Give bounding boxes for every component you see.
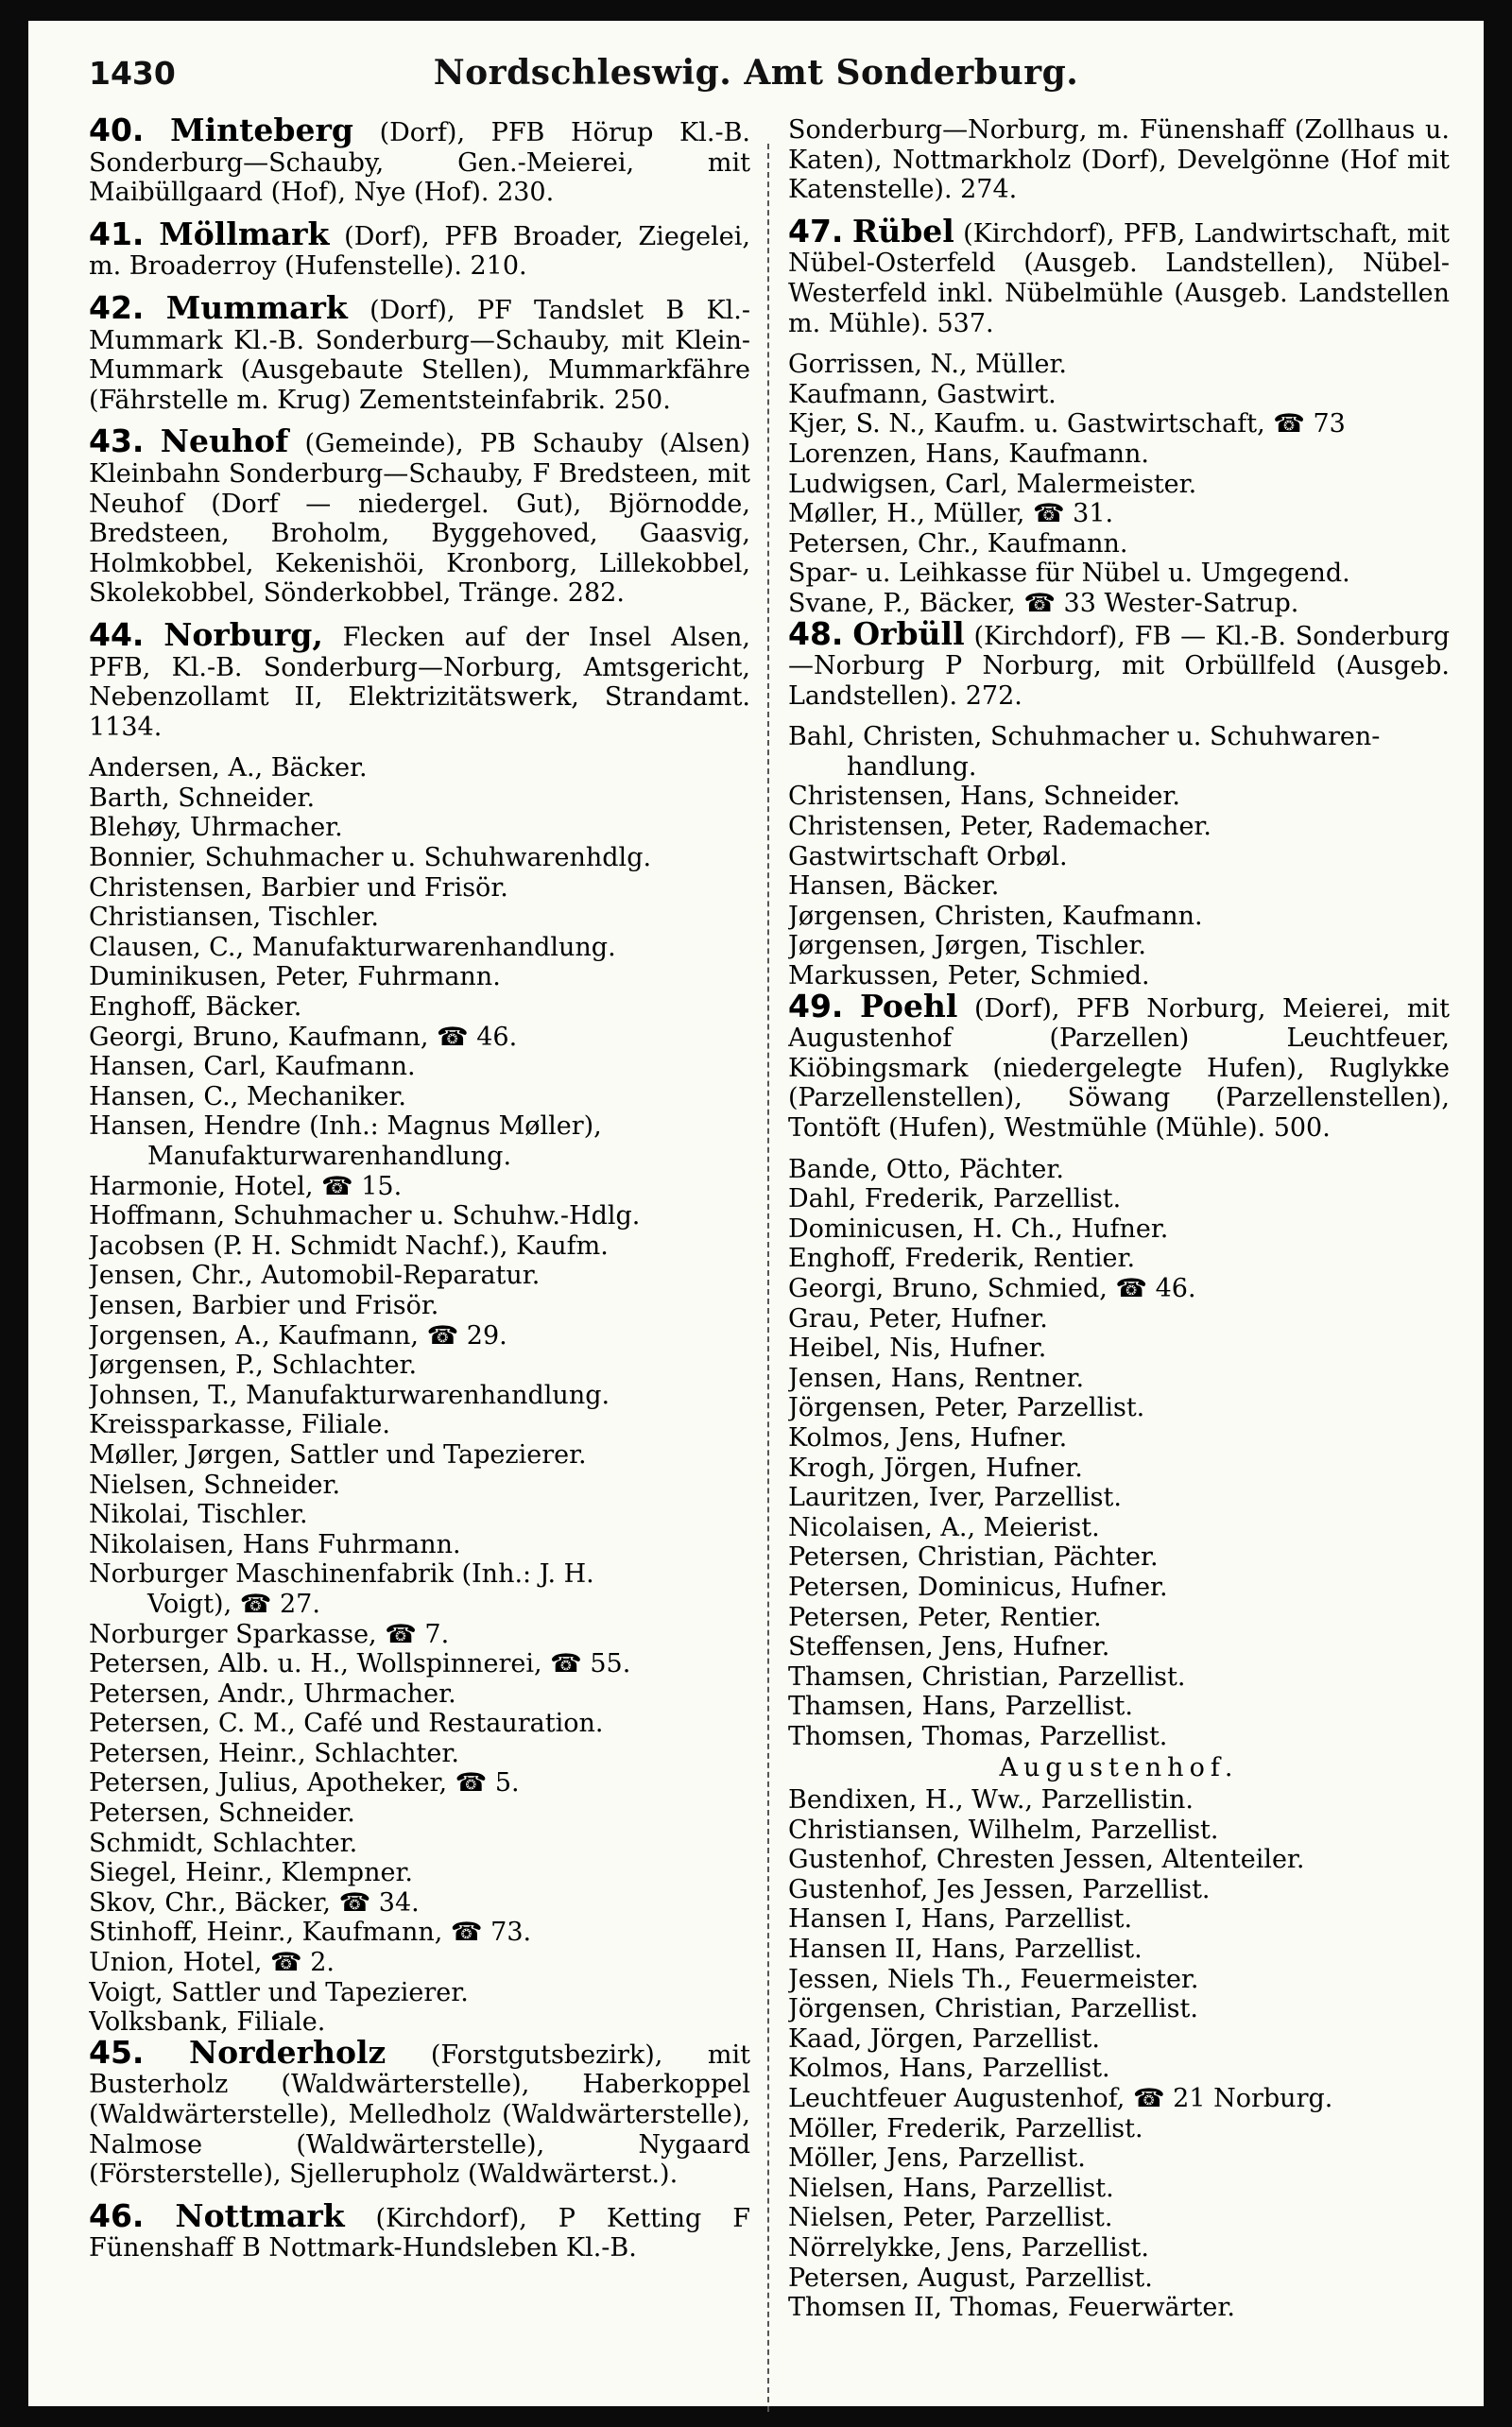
directory-listing: Petersen, August, Parzellist. [788,2263,1153,2293]
directory-listing: Gustenhof, Jes Jessen, Parzellist. [788,1874,1211,1904]
left-column [89,115,750,2397]
place-entry [788,115,1450,205]
place-entry [788,212,1450,338]
directory-listing: Jensen, Hans, Rentner. [788,1363,1085,1393]
directory-listing: Siegel, Heinr., Klempner. [89,1858,413,1888]
directory-listing: Ludwigsen, Carl, Malermeister. [788,469,1197,499]
right-column [788,115,1450,2397]
entry-description: (Dorf), PFB Broader, Ziegelei, m. Broaderroy (Hufenstelle). 210. [89,221,750,282]
directory-listing: Möller, Frederik, Parzellist. [788,2113,1143,2143]
directory-listing: Norburger Sparkasse, ☎ 7. [89,1619,450,1649]
directory-listing: Kreissparkasse, Filiale. [89,1410,390,1440]
directory-listing: Stinhoff, Heinr., Kaufmann, ☎ 73. [89,1918,532,1948]
directory-listing: Enghoff, Frederik, Rentier. [788,1244,1136,1274]
directory-listing: Nikolai, Tischler. [89,1500,308,1530]
directory-listing: Kaad, Jörgen, Parzellist. [788,2023,1100,2054]
directory-listing: Spar- u. Leihkasse für Nübel u. Umgegend. [788,559,1350,589]
directory-listing: Hansen I, Hans, Parzellist. [788,1904,1133,1935]
directory-listing: Thomsen, Thomas, Parzellist. [788,1721,1168,1751]
directory-listing: Christensen, Barbier und Frisör. [89,872,508,903]
directory-listing: Hansen, C., Mechaniker. [89,1081,406,1111]
directory-listing: Leuchtfeuer Augustenhof, ☎ 21 Norburg. [788,2084,1333,2113]
place-entry [89,2033,750,2190]
directory-listing: Svane, P., Bäcker, ☎ 33 Wester-Satrup. [788,588,1299,618]
directory-listing: Bande, Otto, Pächter. [788,1154,1064,1184]
entry-description: (Kirchdorf), P Ketting F Fünenshaff B Nottmark-Hundsleben Kl.-B. [89,2203,750,2263]
directory-listing: Christiansen, Wilhelm, Parzellist. [788,1815,1219,1845]
place-entry [788,987,1450,1144]
entry-description: (Dorf), PF Tandslet B Kl.-Mummark Kl.-B. Sonderburg—Schauby, mit Klein-Mummark (Ausgebaute Stellen), Mummarkfähre (Fährstelle m. Krug) Zementsteinfabrik. 250. [89,295,750,415]
entry-description: Flecken auf der Insel Alsen, PFB, Kl.-B. Sonderburg—Norburg, Amtsgericht, Nebenzollamt II, Elektrizitätswerk, Strandamt. 1134. [89,622,750,742]
directory-listing: Petersen, Schneider. [89,1799,355,1829]
page-number: 1430 [89,55,176,92]
place-entry [89,288,750,415]
directory-listing: Union, Hotel, ☎ 2. [89,1948,335,1978]
place-name: Neuhof [160,422,289,460]
directory-listing: Kjer, S. N., Kaufm. u. Gastwirtschaft, ☎ 73 [788,409,1346,439]
directory-listing: Nicolaisen, A., Meierist. [788,1512,1100,1542]
directory-listing: Petersen, Peter, Rentier. [788,1602,1102,1632]
entry-number: 43. [89,422,145,460]
directory-listing: Georgi, Bruno, Kaufmann, ☎ 46. [89,1022,518,1052]
entry-number: 46. [89,2196,145,2234]
directory-listing: Jensen, Barbier und Frisör. [89,1290,439,1320]
entry-number: 47. [788,212,844,250]
place-name: Nottmark [175,2196,345,2234]
directory-listing: Möller, Jens, Parzellist. [788,2143,1086,2174]
entry-number: 48. [788,614,844,652]
directory-listing: Lauritzen, Iver, Parzellist. [788,1483,1122,1513]
entry-number: 41. [89,215,145,252]
directory-listing: Petersen, Dominicus, Hufner. [788,1572,1168,1602]
directory-listing: Voigt), ☎ 27. [147,1589,320,1619]
directory-listing: Dahl, Frederik, Parzellist. [788,1184,1122,1214]
directory-listing: Hansen, Hendre (Inh.: Magnus Møller), [89,1111,602,1142]
directory-listing: Gorrissen, N., Müller. [788,350,1067,380]
columns [70,115,1450,2397]
entry-number: 49. [788,987,844,1024]
directory-listing: Nörrelykke, Jens, Parzellist. [788,2232,1149,2263]
place-entry [89,215,750,282]
directory-listing: Jacobsen (P. H. Schmidt Nachf.), Kaufm. [89,1231,609,1261]
directory-listing: Petersen, Chr., Kaufmann. [788,528,1128,559]
entry-description: (Kirchdorf), PFB, Landwirtschaft, mit Nübel-Osterfeld (Ausgeb. Landstellen), Nübel-Westerfeld inkl. Nübelmühle (Ausgeb. Landstellen m. Mühle). 537. [788,218,1450,338]
directory-listing: Markussen, Peter, Schmied. [788,961,1150,991]
directory-listing: Manufakturwarenhandlung. [147,1142,512,1171]
directory-listing: Lorenzen, Hans, Kaufmann. [788,439,1149,469]
directory-listing: Petersen, Heinr., Schlachter. [89,1738,459,1768]
directory-listing: Gustenhof, Chresten Jessen, Altenteiler. [788,1845,1305,1875]
directory-listing: Møller, H., Müller, ☎ 31. [788,499,1114,529]
place-entry [89,2196,750,2263]
directory-listing: Thomsen II, Thomas, Feuerwärter. [788,2293,1235,2323]
directory-listing: Duminikusen, Peter, Fuhrmann. [89,962,501,992]
directory-listing: Petersen, Alb. u. H., Wollspinnerei, ☎ 55. [89,1649,631,1679]
directory-listing: Christensen, Peter, Rademacher. [788,812,1211,842]
entry-description: Sonderburg—Norburg, m. Fünenshaff (Zollhaus u. Katen), Nottmarkholz (Dorf), Develgönne (Hof mit Katenstelle). 274. [788,115,1450,205]
place-name: Poehl [860,987,958,1024]
directory-listing: Schmidt, Schlachter. [89,1828,358,1858]
directory-listing: Volksbank, Filiale. [89,2007,326,2038]
directory-listing: Andersen, A., Bäcker. [89,753,368,783]
directory-listing: Hoffmann, Schuhmacher u. Schuhw.-Hdlg. [89,1201,641,1231]
place-entry [89,115,750,208]
directory-listing: Clausen, C., Manufakturwarenhandlung. [89,932,616,962]
directory-listing: Christensen, Hans, Schneider. [788,782,1180,812]
directory-listing: Voigt, Sattler und Tapezierer. [89,1977,469,2007]
directory-listing: Norburger Maschinenfabrik (Inh.: J. H. [89,1559,594,1590]
directory-listing: Petersen, C. M., Café und Restauration. [89,1709,604,1739]
directory-listing: Petersen, Julius, Apotheker, ☎ 5. [89,1768,520,1799]
place-entry [89,615,750,742]
directory-listing: Johnsen, T., Manufakturwarenhandlung. [89,1380,610,1410]
directory-listing: Jörgensen, Peter, Parzellist. [788,1393,1145,1423]
directory-listing: Steffensen, Jens, Hufner. [788,1632,1110,1662]
directory-listing: Barth, Schneider. [89,783,316,813]
section-subheading: Augustenhof. [999,1753,1239,1783]
directory-listing: Bonnier, Schuhmacher u. Schuhwarenhdlg. [89,843,652,873]
directory-listing: Kaufmann, Gastwirt. [788,379,1057,409]
directory-listing: Heibel, Nis, Hufner. [788,1334,1047,1364]
entry-description: (Forstgutsbezirk), mit Busterholz (Waldwärterstelle), Haberkoppel (Waldwärterstelle), Melledholz (Waldwärterstelle), Nalmose (Waldwärterstelle), Nygaard (Försterstelle), Sjellerupholz (Waldwärterst.). [89,2040,750,2190]
place-entry [788,614,1450,712]
place-name: Rübel [851,212,954,250]
directory-listing: Petersen, Andr., Uhrmacher. [89,1678,456,1709]
directory-listing: handlung. [847,751,977,782]
directory-listing: Jessen, Niels Th., Feuermeister. [788,1964,1199,1994]
directory-listing: Jensen, Chr., Automobil-Reparatur. [89,1261,541,1291]
column-divider [767,144,769,2412]
entry-number: 45. [89,2033,145,2071]
entry-description: (Kirchdorf), FB — Kl.-B. Sonderburg—Norburg P Norburg, mit Orbüllfeld (Ausgeb. Landstellen). 272. [788,621,1450,711]
directory-listing: Georgi, Bruno, Schmied, ☎ 46. [788,1273,1196,1303]
directory-listing: Nielsen, Peter, Parzellist. [788,2203,1113,2233]
directory-listing: Gastwirtschaft Orbøl. [788,841,1068,871]
place-entry [89,422,750,609]
directory-listing: Kolmos, Hans, Parzellist. [788,2054,1110,2084]
directory-listing: Harmonie, Hotel, ☎ 15. [89,1171,403,1201]
page-header [70,49,1442,102]
entry-description: (Dorf), PFB Norburg, Meierei, mit Augustenhof (Parzellen) Leuchtfeuer, Kiöbingsmark (niedergelegte Hufen), Ruglykke (Parzellenstellen), Söwang (Parzellenstellen), Tontöft (Hufen), Westmühle (Mühle). 500. [788,993,1450,1143]
directory-listing: Dominicusen, H. Ch., Hufner. [788,1214,1169,1244]
directory-listing: Kolmos, Jens, Hufner. [788,1422,1068,1453]
place-name: Orbüll [852,614,965,652]
directory-listing: Thamsen, Hans, Parzellist. [788,1692,1133,1722]
entry-number: 44. [89,615,145,653]
directory-listing: Jørgensen, Christen, Kaufmann. [788,901,1203,931]
directory-listing: Nielsen, Hans, Parzellist. [788,2173,1114,2203]
place-name: Minteberg [170,115,353,148]
place-name: Möllmark [159,215,330,252]
directory-listing: Bahl, Christen, Schuhmacher u. Schuhwaren- [788,722,1381,752]
directory-listing: Grau, Peter, Hufner. [788,1303,1048,1334]
place-name: Norburg, [163,615,323,653]
directory-listing: Hansen, Carl, Kaufmann. [89,1052,416,1082]
directory-listing: Nikolaisen, Hans Fuhrmann. [89,1529,461,1559]
directory-listing: Jorgensen, A., Kaufmann, ☎ 29. [89,1320,507,1351]
place-name: Mummark [165,288,348,326]
entry-number: 42. [89,288,145,326]
directory-listing: Bendixen, H., Ww., Parzellistin. [788,1785,1194,1816]
directory-listing: Petersen, Christian, Pächter. [788,1542,1159,1573]
entry-description: (Gemeinde), PB Schauby (Alsen) Kleinbahn Sonderburg—Schauby, F Bredsteen, mit Neuhof (Dorf — niedergel. Gut), Björnodde, Bredsteen, Broholm, Byggehoved, Gaasvig, Holmkobbel, Kekenishöi, Kronborg, Lillekobbel, Skolekobbel, Sönderkobbel, Tränge. 282. [89,429,750,609]
directory-listing: Jørgensen, P., Schlachter. [89,1351,418,1381]
directory-listing: Jørgensen, Jørgen, Tischler. [788,931,1146,961]
directory-listing: Hansen II, Hans, Parzellist. [788,1935,1143,1965]
running-head: Nordschleswig. Amt Sonderburg. [433,53,1079,93]
directory-listing: Thamsen, Christian, Parzellist. [788,1661,1186,1692]
directory-listing: Blehøy, Uhrmacher. [89,813,343,843]
directory-listing: Hansen, Bäcker. [788,871,1000,902]
directory-listing: Jörgensen, Christian, Parzellist. [788,1994,1198,2024]
place-name: Norderholz [189,2033,387,2071]
directory-listing: Christiansen, Tischler. [89,903,379,933]
directory-listing: Møller, Jørgen, Sattler und Tapezierer. [89,1439,587,1470]
directory-listing: Enghoff, Bäcker. [89,992,302,1023]
directory-listing: Skov, Chr., Bäcker, ☎ 34. [89,1887,420,1918]
directory-listing: Nielsen, Schneider. [89,1470,341,1500]
entry-number: 40. [89,115,145,148]
entry-description: (Dorf), PFB Hörup Kl.-B. Sonderburg—Schauby, Gen.-Meierei, mit Maibüllgaard (Hof), Nye (Hof). 230. [89,118,750,208]
directory-listing: Krogh, Jörgen, Hufner. [788,1453,1083,1483]
